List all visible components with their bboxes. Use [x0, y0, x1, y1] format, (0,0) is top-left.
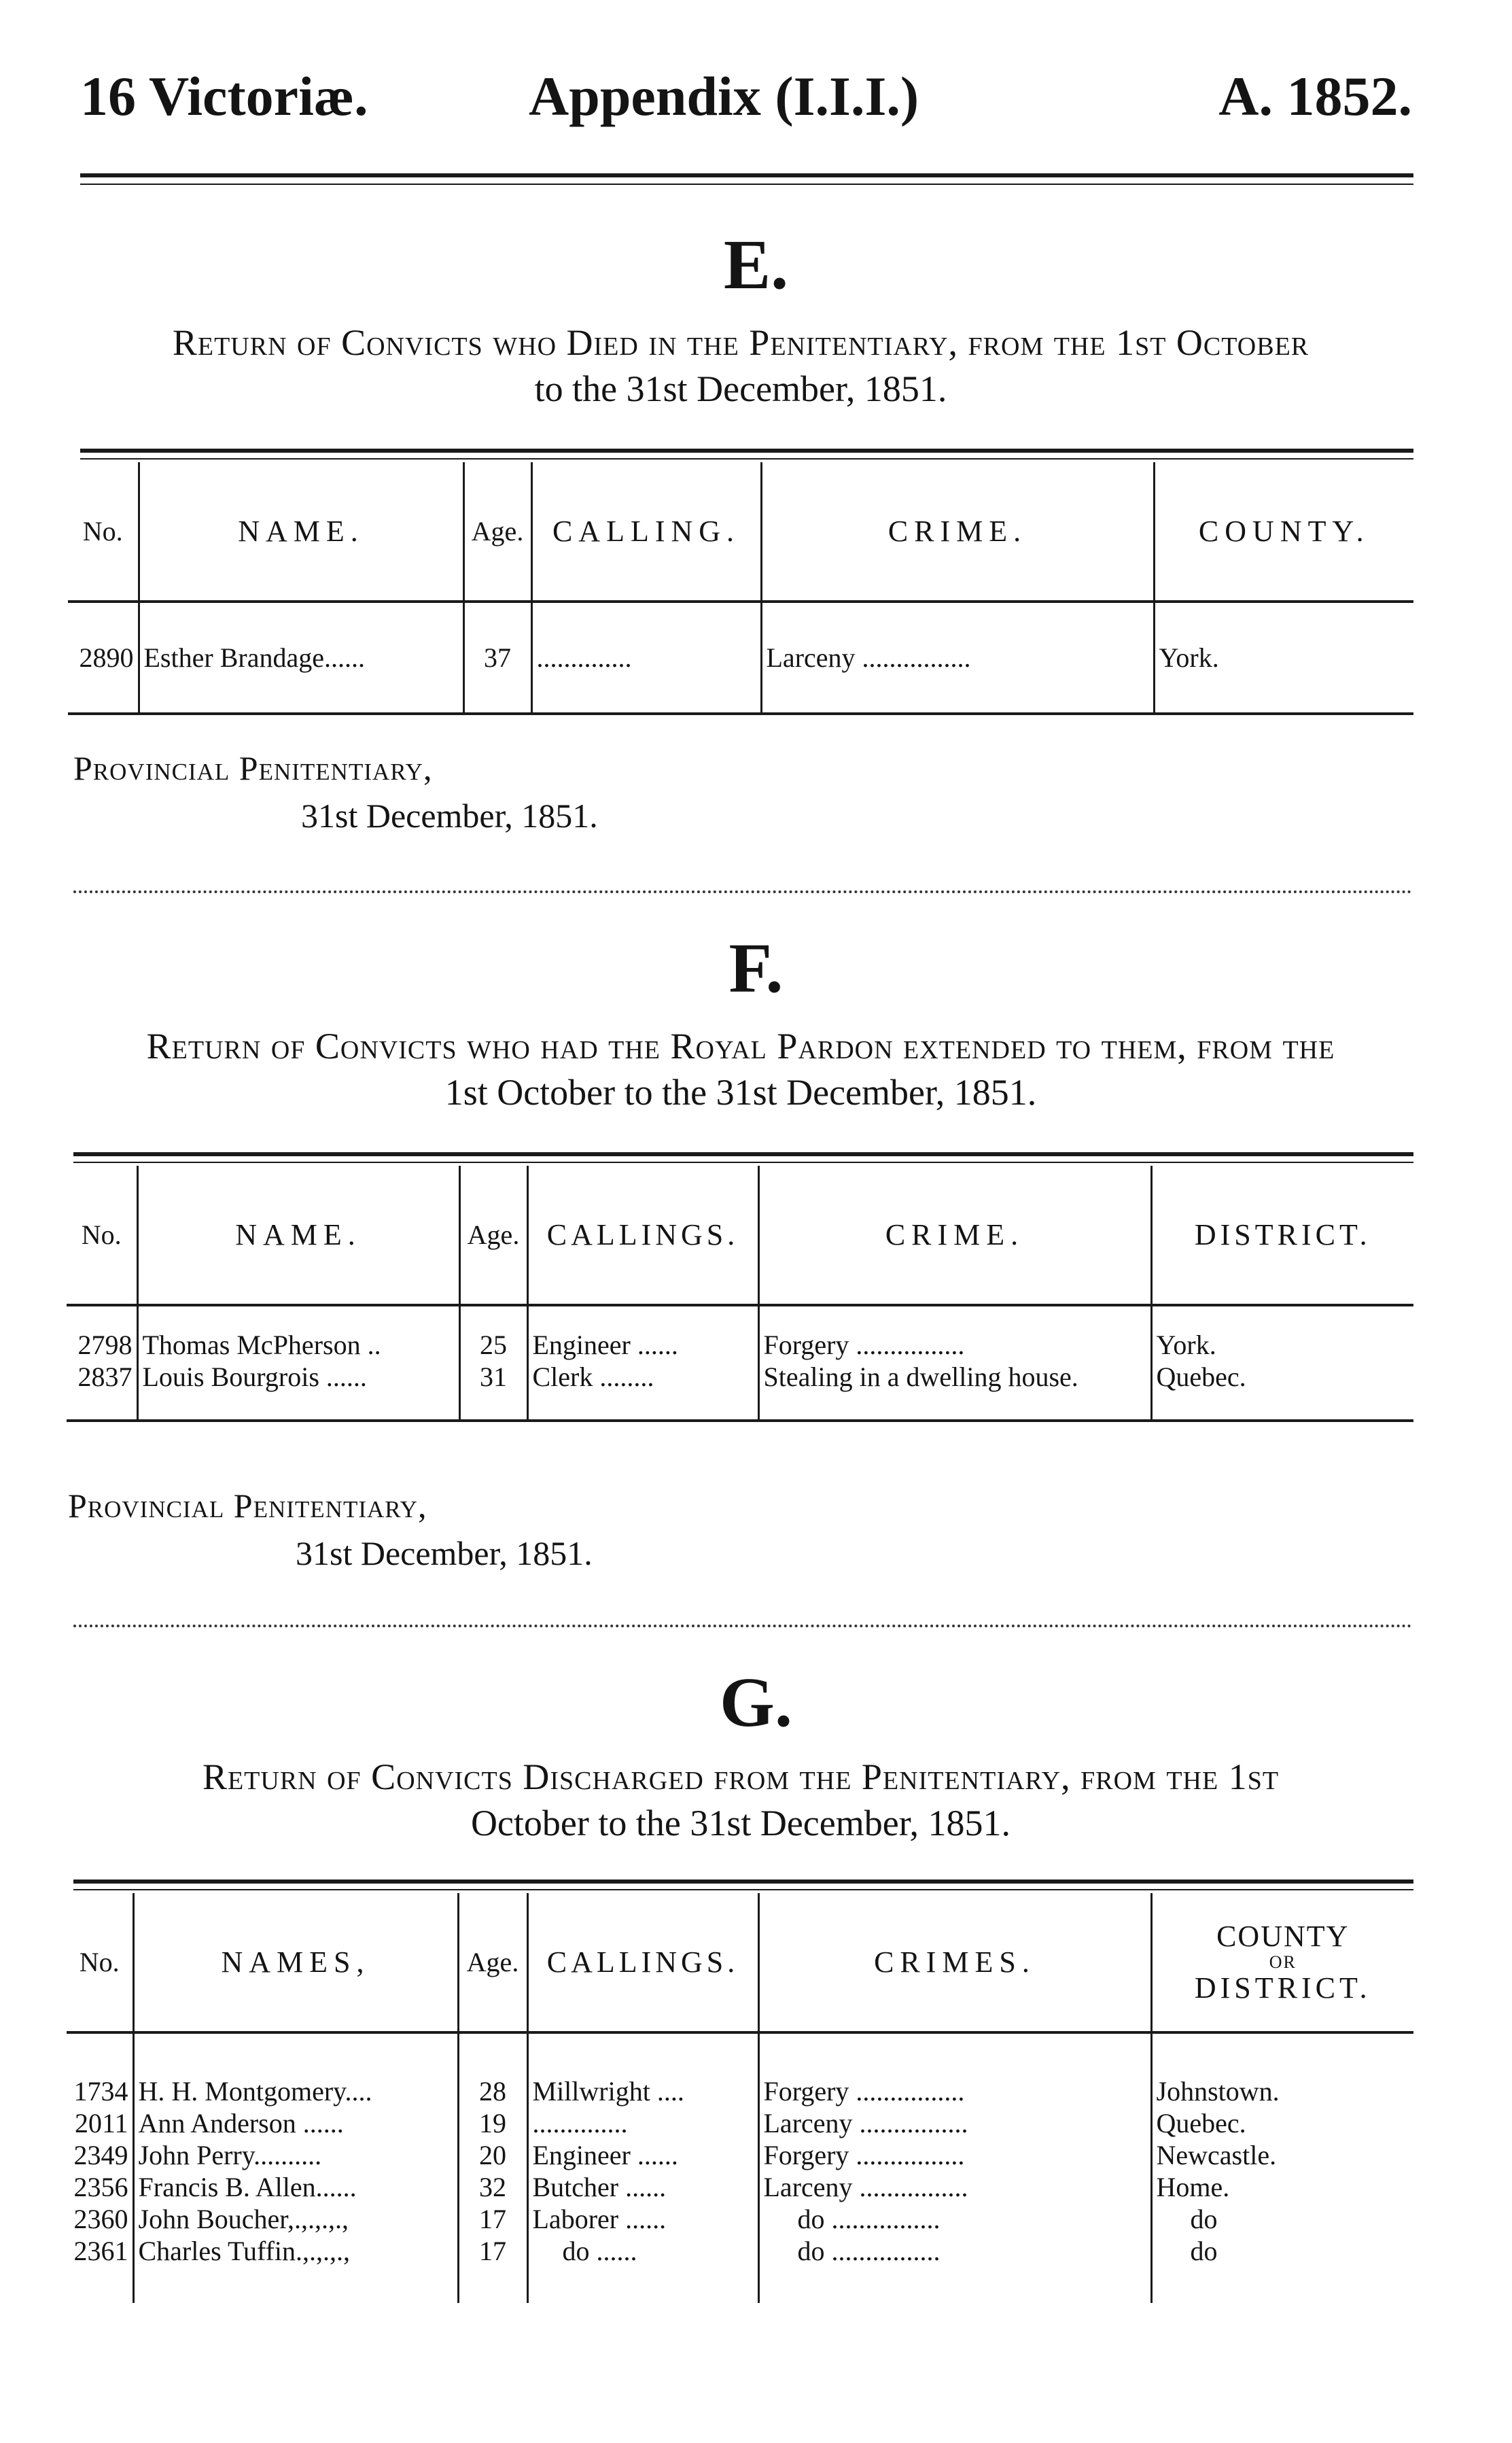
- col-age: Age.: [463, 462, 531, 602]
- cell-age: 19: [458, 2107, 527, 2139]
- section-e-top-rule: [80, 449, 1413, 453]
- cell-name: H. H. Montgomery....: [133, 2032, 458, 2107]
- table-row: [67, 1305, 1413, 1361]
- cell-age: 32: [458, 2171, 527, 2203]
- section-divider: [73, 884, 1412, 893]
- table-row: [67, 2235, 1413, 2303]
- cell-age: 25: [459, 1305, 527, 1361]
- table-row: [67, 2139, 1413, 2171]
- cell-district: York.: [1151, 1305, 1413, 1361]
- cell-crime: Forgery ................: [758, 1305, 1151, 1361]
- cell-name: Charles Tuffin.,.,.,.,: [133, 2235, 458, 2303]
- cell-place: do: [1151, 2203, 1413, 2235]
- section-f-signature: Provincial Penitentiary, 31st December, 1851.: [68, 1487, 593, 1572]
- col-calling: CALLING.: [531, 462, 761, 602]
- section-e-caption: Return of Convicts who Died in the Penitentiary, from the 1st October to the 31st December, 1851.: [172, 322, 1309, 409]
- cell-crime: do ................: [758, 2235, 1151, 2303]
- cell-age: 37: [463, 602, 531, 714]
- cell-age: 31: [459, 1361, 527, 1421]
- cell-age: 20: [458, 2139, 527, 2171]
- cell-calling: Laborer ......: [527, 2203, 758, 2235]
- col-name: NAME.: [137, 1166, 459, 1305]
- cell-county: York.: [1154, 602, 1413, 714]
- col-age: Age.: [459, 1166, 527, 1305]
- cell-age: 28: [458, 2032, 527, 2107]
- cell-name: Francis B. Allen......: [133, 2171, 458, 2203]
- section-e-letter: E.: [723, 226, 789, 304]
- col-age: Age.: [458, 1893, 527, 2032]
- section-e-signature: Provincial Penitentiary, 31st December, 1851.: [73, 749, 598, 835]
- col-county-or-district: COUNTY OR DISTRICT.: [1151, 1893, 1413, 2032]
- col-no: No.: [67, 1166, 137, 1305]
- cell-crime: Stealing in a dwelling house.: [758, 1361, 1151, 1421]
- cell-place: Quebec.: [1151, 2107, 1413, 2139]
- cell-name: John Perry..........: [133, 2139, 458, 2171]
- cell-place: Home.: [1151, 2171, 1413, 2203]
- table-row: [67, 2107, 1413, 2139]
- col-crimes: CRIMES.: [758, 1893, 1151, 2032]
- col-crime: CRIME.: [758, 1166, 1151, 1305]
- section-e-table: [68, 462, 1413, 715]
- cell-no: 2349: [73, 2140, 128, 2170]
- table-row: [67, 2203, 1413, 2235]
- cell-name: Esther Brandage......: [139, 602, 463, 714]
- cell-calling: Engineer ......: [527, 2139, 758, 2171]
- section-divider: [73, 1618, 1412, 1627]
- section-f-letter: F.: [728, 929, 784, 1007]
- cell-name: Ann Anderson ......: [133, 2107, 458, 2139]
- cell-crime: do ................: [758, 2203, 1151, 2235]
- cell-name: Thomas McPherson ..: [137, 1305, 459, 1361]
- table-row: [67, 2171, 1413, 2203]
- section-e-top-rule-thin: [80, 458, 1413, 460]
- col-names: NAMES,: [133, 1893, 458, 2032]
- cell-no: 1734: [73, 2076, 128, 2107]
- page-header: [80, 65, 1412, 139]
- cell-calling: Engineer ......: [527, 1305, 758, 1361]
- section-f-top-rule: [73, 1152, 1413, 1156]
- col-name: NAME.: [139, 462, 463, 602]
- section-f-caption: Return of Convicts who had the Royal Pardon extended to them, from the 1st October to the 31st December, 1851.: [146, 1026, 1335, 1113]
- col-crime: CRIME.: [761, 462, 1154, 602]
- section-g-top-rule-thin: [73, 1889, 1413, 1890]
- header-rule-thin: [80, 184, 1413, 185]
- cell-no: 2361: [73, 2236, 128, 2266]
- cell-calling: Butcher ......: [527, 2171, 758, 2203]
- table-row: [67, 1361, 1413, 1421]
- cell-district: Quebec.: [1151, 1361, 1413, 1421]
- cell-place: Johnstown.: [1151, 2032, 1413, 2107]
- section-f-table: [67, 1166, 1413, 1422]
- cell-crime: Forgery ................: [758, 2032, 1151, 2107]
- col-no: No.: [68, 462, 139, 602]
- table-row: [68, 602, 1413, 714]
- section-g-letter: G.: [720, 1663, 792, 1742]
- cell-crime: Larceny ................: [758, 2107, 1151, 2139]
- col-no: No.: [67, 1893, 133, 2032]
- year-label: A. 1852.: [1218, 65, 1412, 127]
- cell-calling: do ......: [527, 2235, 758, 2303]
- table-row: [67, 2032, 1413, 2107]
- cell-crime: Forgery ................: [758, 2139, 1151, 2171]
- section-g-caption: Return of Convicts Discharged from the Penitentiary, from the 1st October to the 31st December, 1851.: [202, 1756, 1280, 1843]
- cell-calling: Millwright ....: [527, 2032, 758, 2107]
- cell-no: 2890: [68, 602, 139, 714]
- cell-crime: Larceny ................: [758, 2171, 1151, 2203]
- cell-calling: Clerk ........: [527, 1361, 758, 1421]
- section-g-table: [67, 1893, 1413, 2303]
- cell-age: 17: [458, 2203, 527, 2235]
- cell-calling: ..............: [531, 602, 761, 714]
- cell-no: 2837: [67, 1361, 137, 1421]
- col-district: DISTRICT.: [1151, 1166, 1413, 1305]
- col-county: COUNTY.: [1154, 462, 1413, 602]
- cell-name: Louis Bourgrois ......: [137, 1361, 459, 1421]
- col-callings: CALLINGS.: [527, 1166, 758, 1305]
- cell-name: John Boucher,.,.,.,.,: [133, 2203, 458, 2235]
- cell-place: do: [1151, 2235, 1413, 2303]
- section-f-top-rule-thin: [73, 1162, 1413, 1163]
- appendix-label: Appendix (I.I.I.): [529, 65, 919, 127]
- session-label: 16 Victoriæ.: [80, 65, 368, 127]
- cell-no: 2356: [73, 2172, 128, 2202]
- cell-no: 2360: [73, 2204, 128, 2234]
- cell-no: 2011: [74, 2108, 128, 2138]
- cell-calling: ..............: [527, 2107, 758, 2139]
- header-rule: [80, 173, 1413, 177]
- cell-age: 17: [458, 2235, 527, 2303]
- col-callings: CALLINGS.: [527, 1893, 758, 2032]
- cell-crime: Larceny ................: [761, 602, 1154, 714]
- cell-no: 2798: [77, 1330, 133, 1360]
- section-g-top-rule: [73, 1879, 1413, 1884]
- cell-place: Newcastle.: [1151, 2139, 1413, 2171]
